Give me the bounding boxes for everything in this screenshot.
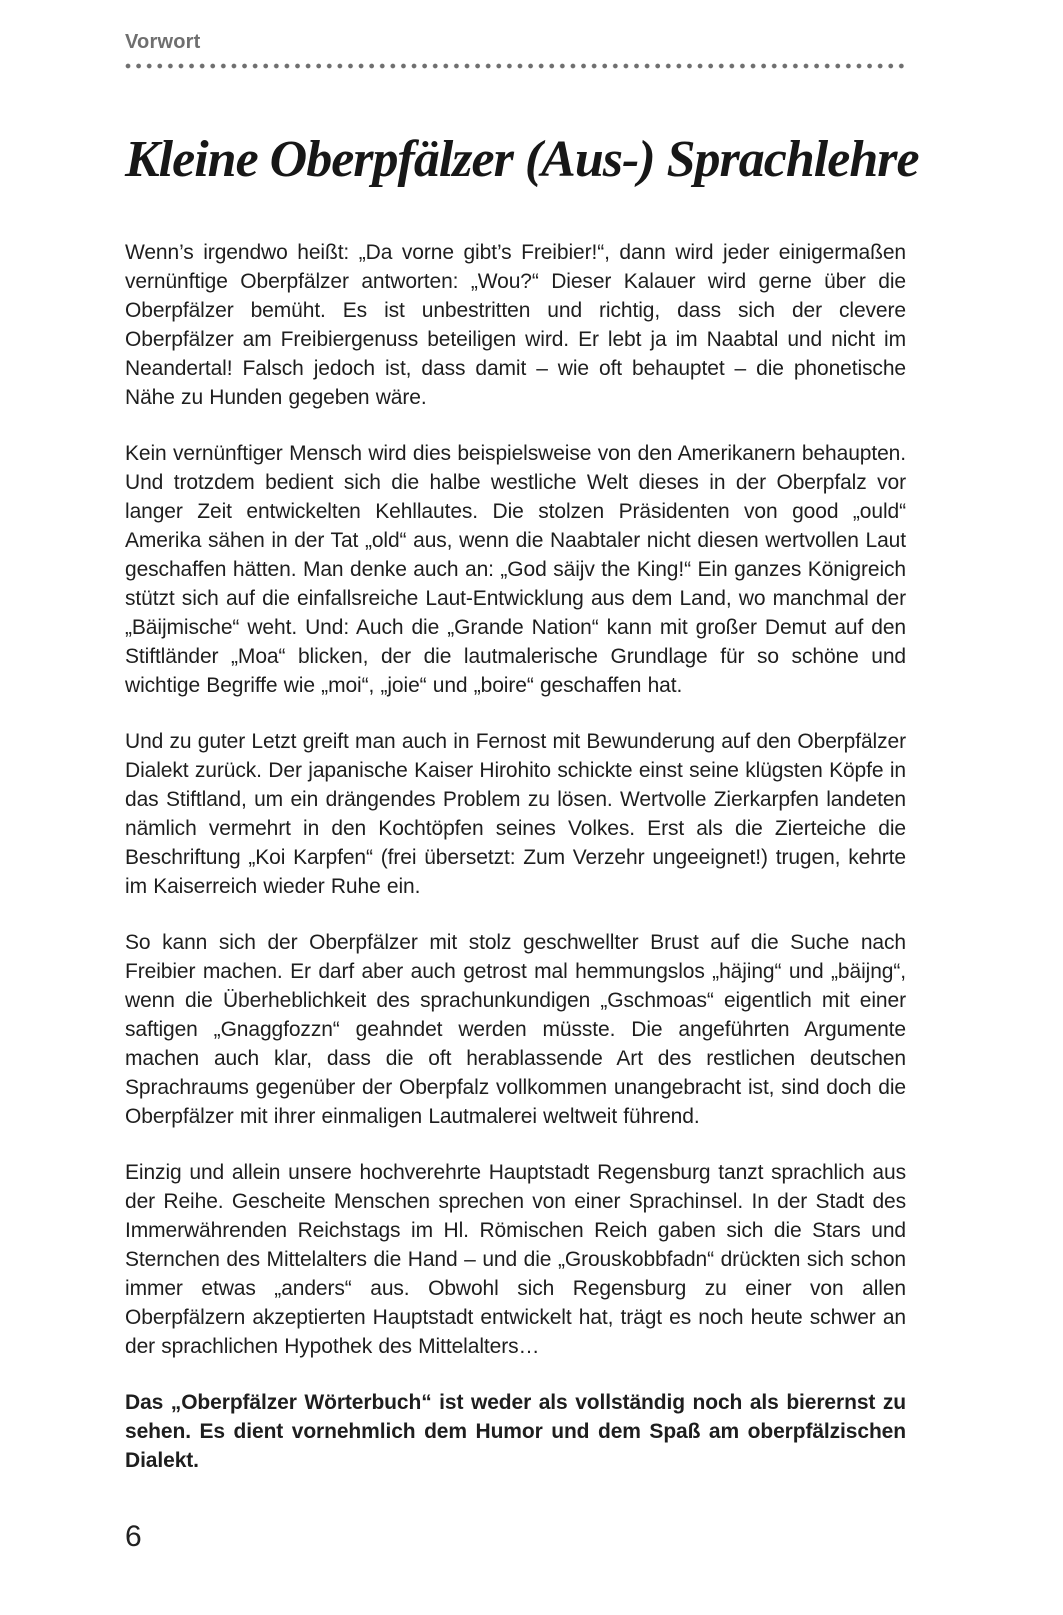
dotted-divider [125,63,906,69]
section-kicker: Vorwort [125,31,201,53]
paragraph-5: Einzig und allein unsere hochverehrte Hauptstadt Regensburg tanzt sprachlich aus der Reihe. Gescheite Menschen sprechen von einer Sprachinsel. In der Stadt des Immerwährenden Reichstags im Hl. Römischen Reich gaben sich die Stars und Sternchen des Mittelalters die Hand – und die „Grouskobbfadn“ drückten sich schon immer etwas „anders“ aus. Obwohl sich Regensburg zu einer von allen Oberpfälzern akzeptierten Hauptstadt entwickelt hat, trägt es noch heute schwer an der sprachlichen Hypothek des Mittelalters… [125,1161,906,1359]
page-number: 6 [125,1520,142,1553]
chapter-title: Kleine Oberpfälzer (Aus-) Sprachlehre [125,131,919,188]
paragraph-2: Kein vernünftiger Mensch wird dies beispielsweise von den Amerikanern behaupten. Und trotzdem bedient sich die halbe westliche Welt dieses in der Oberpfalz vor langer Zeit entwickelten Kehllautes. Die stolzen Präsidenten von good „ould“ Amerika sähen in der Tat „old“ aus, wenn die Naabtaler nicht diesen wertvollen Laut geschaffen hätten. Man denke auch an: „God säijv the King!“ Ein ganzes Königreich stützt sich auf die einfallsreiche Laut-Entwicklung aus dem Land, wo manchmal der „Bäijmische“ weht. Und: Auch die „Grande Nation“ kann mit großer Demut auf den Stiftländer „Moa“ blicken, der die lautmalerische Grundlage für so schöne und wichtige Begriffe wie „moi“, „joie“ und „boire“ geschaffen hat. [125,442,906,698]
paragraph-4: So kann sich der Oberpfälzer mit stolz geschwellter Brust auf die Suche nach Freibier machen. Er darf aber auch getrost mal hemmungslos „häjing“ und „bäijng“, wenn die Überheblichkeit des sprachunkundigen „Gschmoas“ eigentlich mit einer saftigen „Gnaggfozzn“ geahndet werden müsste. Die angeführten Argumente machen auch klar, dass die oft herablassende Art des restlichen deutschen Sprachraums gegenüber der Oberpfalz vollkommen unangebracht ist, sind doch die Oberpfälzer mit ihrer einmaligen Lautmalerei weltweit führend. [125,931,906,1129]
body-text [125,238,906,1475]
book-page [125,0,919,1615]
paragraph-3: Und zu guter Letzt greift man auch in Fernost mit Bewunderung auf den Oberpfälzer Dialekt zurück. Der japanische Kaiser Hirohito schickte einst seine klügsten Köpfe in das Stiftland, um ein drängendes Problem zu lösen. Wertvolle Zierkarpfen landeten nämlich vermehrt in den Kochtöpfen seines Volkes. Erst als die Zierteiche die Beschriftung „Koi Karpfen“ (frei übersetzt: Zum Verzehr ungeeignet!) trugen, kehrte im Kaiserreich wieder Ruhe ein. [125,730,906,899]
paragraph-1: Wenn’s irgendwo heißt: „Da vorne gibt’s Freibier!“, dann wird jeder einigermaßen vernünftige Oberpfälzer antworten: „Wou?“ Dieser Kalauer wird gerne über die Oberpfälzer bemüht. Es ist unbestritten und richtig, dass sich der clevere Oberpfälzer am Freibiergenuss beteiligen wird. Er lebt ja im Naabtal und nicht im Neandertal! Falsch jedoch ist, dass damit – wie oft behauptet – die phonetische Nähe zu Hunden gegeben wäre. [125,241,906,410]
paragraph-6-bold-note: Das „Oberpfälzer Wörterbuch“ ist weder als vollständig noch als bierernst zu sehen. Es dient vornehmlich dem Humor und dem Spaß am oberpfälzischen Dialekt. [125,1391,906,1473]
